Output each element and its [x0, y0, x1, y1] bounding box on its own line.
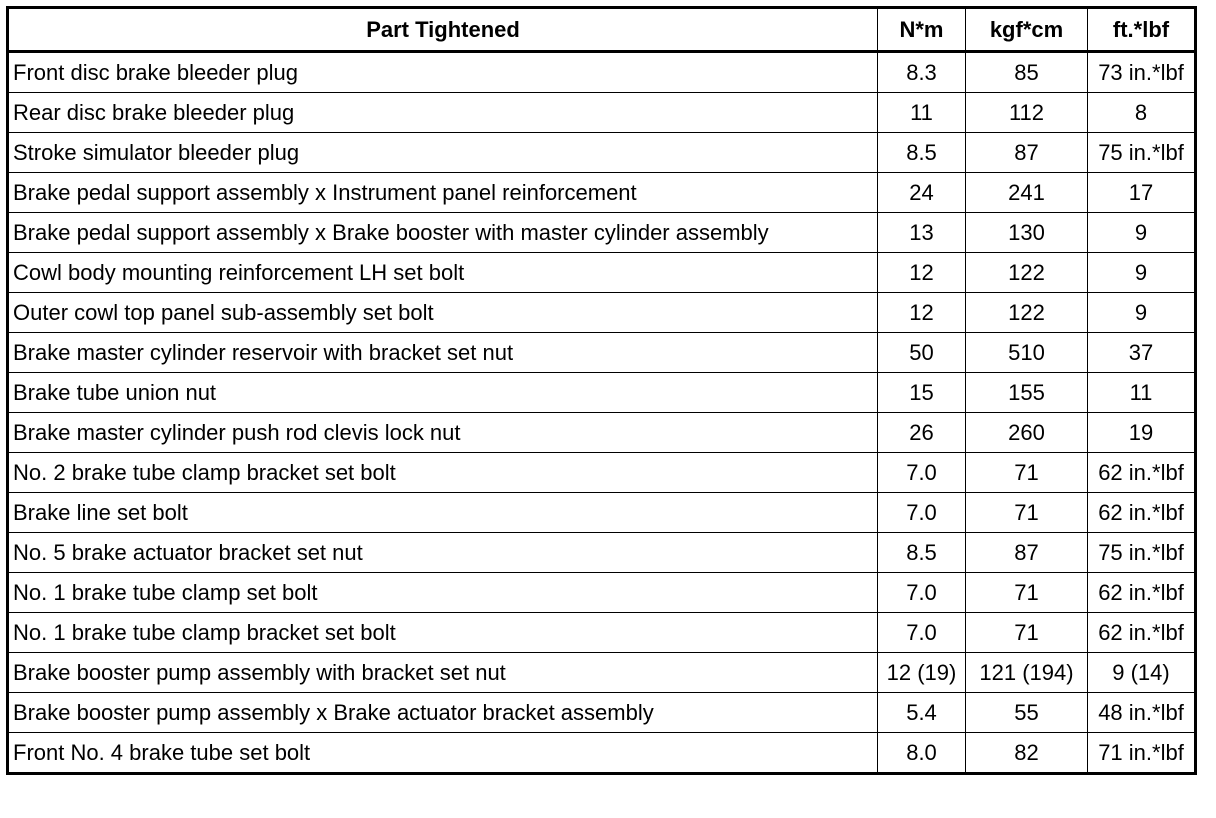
table-row — [8, 213, 1196, 253]
nm-cell: 8.0 — [878, 733, 966, 774]
ftlbf-cell: 62 in.*lbf — [1088, 573, 1196, 613]
ftlbf-cell: 73 in.*lbf — [1088, 52, 1196, 93]
table-row — [8, 373, 1196, 413]
kgfcm-cell: 85 — [966, 52, 1088, 93]
part-cell: No. 2 brake tube clamp bracket set bolt — [8, 453, 878, 493]
nm-cell: 12 — [878, 253, 966, 293]
nm-cell: 7.0 — [878, 613, 966, 653]
part-cell: Cowl body mounting reinforcement LH set bolt — [8, 253, 878, 293]
table-row — [8, 93, 1196, 133]
kgfcm-cell: 82 — [966, 733, 1088, 774]
table-row — [8, 333, 1196, 373]
table-row — [8, 253, 1196, 293]
nm-cell: 24 — [878, 173, 966, 213]
ftlbf-cell: 8 — [1088, 93, 1196, 133]
part-cell: Brake pedal support assembly x Brake booster with master cylinder assembly — [8, 213, 878, 253]
part-cell: Brake tube union nut — [8, 373, 878, 413]
nm-cell: 11 — [878, 93, 966, 133]
torque-spec-table — [6, 6, 1197, 775]
part-cell: No. 1 brake tube clamp set bolt — [8, 573, 878, 613]
kgfcm-cell: 112 — [966, 93, 1088, 133]
ftlbf-cell: 9 (14) — [1088, 653, 1196, 693]
table-row — [8, 693, 1196, 733]
header-part-tightened: Part Tightened — [8, 8, 878, 52]
part-cell: Brake master cylinder push rod clevis lock nut — [8, 413, 878, 453]
ftlbf-cell: 9 — [1088, 213, 1196, 253]
nm-cell: 15 — [878, 373, 966, 413]
table-row — [8, 493, 1196, 533]
table-row — [8, 293, 1196, 333]
table-row — [8, 653, 1196, 693]
kgfcm-cell: 87 — [966, 133, 1088, 173]
nm-cell: 7.0 — [878, 453, 966, 493]
kgfcm-cell: 122 — [966, 293, 1088, 333]
table-header-row — [8, 8, 1196, 52]
ftlbf-cell: 11 — [1088, 373, 1196, 413]
kgfcm-cell: 87 — [966, 533, 1088, 573]
table-row — [8, 133, 1196, 173]
part-cell: Brake booster pump assembly with bracket set nut — [8, 653, 878, 693]
ftlbf-cell: 71 in.*lbf — [1088, 733, 1196, 774]
nm-cell: 13 — [878, 213, 966, 253]
nm-cell: 26 — [878, 413, 966, 453]
part-cell: Rear disc brake bleeder plug — [8, 93, 878, 133]
ftlbf-cell: 17 — [1088, 173, 1196, 213]
part-cell: Brake master cylinder reservoir with bracket set nut — [8, 333, 878, 373]
nm-cell: 7.0 — [878, 573, 966, 613]
table-row — [8, 173, 1196, 213]
ftlbf-cell: 37 — [1088, 333, 1196, 373]
nm-cell: 8.3 — [878, 52, 966, 93]
kgfcm-cell: 71 — [966, 453, 1088, 493]
ftlbf-cell: 9 — [1088, 293, 1196, 333]
kgfcm-cell: 121 (194) — [966, 653, 1088, 693]
ftlbf-cell: 48 in.*lbf — [1088, 693, 1196, 733]
nm-cell: 7.0 — [878, 493, 966, 533]
header-nm: N*m — [878, 8, 966, 52]
nm-cell: 12 — [878, 293, 966, 333]
ftlbf-cell: 62 in.*lbf — [1088, 453, 1196, 493]
part-cell: Outer cowl top panel sub-assembly set bolt — [8, 293, 878, 333]
part-cell: Stroke simulator bleeder plug — [8, 133, 878, 173]
part-cell: No. 1 brake tube clamp bracket set bolt — [8, 613, 878, 653]
nm-cell: 8.5 — [878, 133, 966, 173]
table-row — [8, 613, 1196, 653]
kgfcm-cell: 71 — [966, 573, 1088, 613]
ftlbf-cell: 62 in.*lbf — [1088, 613, 1196, 653]
nm-cell: 50 — [878, 333, 966, 373]
part-cell: Front No. 4 brake tube set bolt — [8, 733, 878, 774]
kgfcm-cell: 510 — [966, 333, 1088, 373]
header-kgfcm: kgf*cm — [966, 8, 1088, 52]
part-cell: Brake line set bolt — [8, 493, 878, 533]
ftlbf-cell: 19 — [1088, 413, 1196, 453]
part-cell: Front disc brake bleeder plug — [8, 52, 878, 93]
table-row — [8, 52, 1196, 93]
kgfcm-cell: 130 — [966, 213, 1088, 253]
ftlbf-cell: 75 in.*lbf — [1088, 533, 1196, 573]
kgfcm-cell: 71 — [966, 493, 1088, 533]
part-cell: Brake booster pump assembly x Brake actuator bracket assembly — [8, 693, 878, 733]
table-row — [8, 453, 1196, 493]
table-row — [8, 533, 1196, 573]
ftlbf-cell: 75 in.*lbf — [1088, 133, 1196, 173]
table-row — [8, 733, 1196, 774]
nm-cell: 5.4 — [878, 693, 966, 733]
kgfcm-cell: 260 — [966, 413, 1088, 453]
part-cell: No. 5 brake actuator bracket set nut — [8, 533, 878, 573]
torque-spec-table-container — [6, 6, 1197, 775]
table-row — [8, 413, 1196, 453]
kgfcm-cell: 55 — [966, 693, 1088, 733]
table-row — [8, 573, 1196, 613]
header-ftlbf: ft.*lbf — [1088, 8, 1196, 52]
part-cell: Brake pedal support assembly x Instrument panel reinforcement — [8, 173, 878, 213]
nm-cell: 12 (19) — [878, 653, 966, 693]
kgfcm-cell: 155 — [966, 373, 1088, 413]
kgfcm-cell: 71 — [966, 613, 1088, 653]
ftlbf-cell: 9 — [1088, 253, 1196, 293]
kgfcm-cell: 241 — [966, 173, 1088, 213]
ftlbf-cell: 62 in.*lbf — [1088, 493, 1196, 533]
nm-cell: 8.5 — [878, 533, 966, 573]
kgfcm-cell: 122 — [966, 253, 1088, 293]
